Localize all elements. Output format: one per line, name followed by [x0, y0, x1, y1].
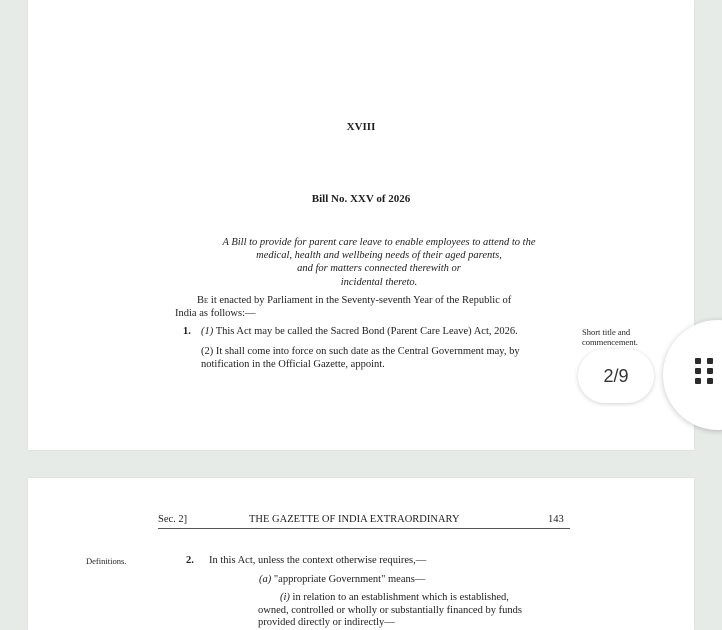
- clause-a-mark: (a): [259, 574, 272, 585]
- sub-1-text: This Act may be called the Sacred Bond (Parent Care Leave) Act, 2026.: [215, 326, 518, 337]
- section-1-sub-2-line-2: notification in the Official Gazette, appoint.: [201, 359, 385, 370]
- marginal-note-definitions: Definitions.: [86, 556, 127, 566]
- section-2-number: 2.: [186, 555, 194, 566]
- page-indicator: 2/9: [578, 349, 654, 403]
- running-header-title: THE GAZETTE OF INDIA EXTRAORDINARY: [249, 514, 460, 525]
- marginal-note-line-2: commencement.: [582, 337, 638, 347]
- header-rule: [158, 528, 570, 529]
- more-options-icon: [695, 358, 715, 386]
- running-header-section: Sec. 2]: [158, 514, 188, 525]
- bill-number: Bill No. XXV of 2026: [311, 193, 411, 205]
- clause-a-text: "appropriate Government" means—: [273, 574, 426, 585]
- preamble-line-1: A Bill to provide for parent care leave to enable employees to attend to the: [222, 237, 536, 248]
- section-1-sub-2-line-1: (2) It shall come into force on such date as the Central Government may, by: [201, 346, 520, 357]
- enacting-clause-line-2: India as follows:—: [175, 308, 256, 319]
- clause-i-line-2: owned, controlled or wholly or substantially financed by funds: [258, 605, 522, 616]
- section-2-text: In this Act, unless the context otherwise requires,—: [209, 555, 427, 566]
- preamble-line-4: incidental thereto.: [340, 277, 418, 288]
- section-1-sub-1: [201, 326, 518, 337]
- preamble-line-2: medical, health and wellbeing needs of their aged parents,: [256, 250, 502, 261]
- enacting-text-1: it enacted by Parliament in the Seventy-seventh Year of the Republic of: [210, 295, 512, 306]
- chapter-number: XVIII: [346, 121, 376, 133]
- clause-a: [259, 574, 425, 585]
- clause-i-mark: (i): [280, 592, 290, 603]
- enacting-clause-line-1: [197, 295, 511, 306]
- preamble-line-3: and for matters connected therewith or: [297, 263, 461, 274]
- clause-i-text-1: in relation to an establishment which is established,: [292, 592, 509, 603]
- marginal-note-line-1: Short title and: [582, 327, 631, 337]
- clause-i-line-1: [280, 592, 509, 603]
- clause-i-line-3: provided directly or indirectly—: [258, 617, 395, 628]
- section-1-number: 1.: [183, 326, 191, 337]
- sub-1-mark: (1): [201, 326, 214, 337]
- running-header-page-number: 143: [548, 514, 564, 525]
- enacting-be: Be: [197, 295, 209, 306]
